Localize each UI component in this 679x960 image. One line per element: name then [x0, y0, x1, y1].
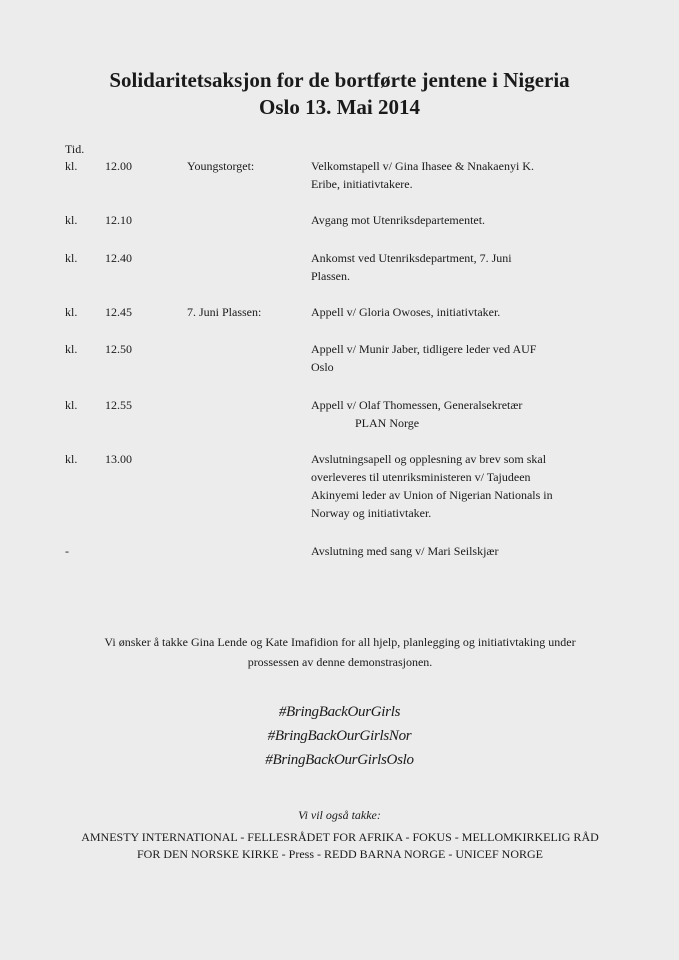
schedule-description	[311, 340, 611, 376]
thanks-line: Vi ønsker å takke Gina Lende og Kate Imafidion for all hjelp, planlegging og initiativtaking under	[104, 635, 576, 649]
also-thanks-label: Vi vil også takke:	[298, 808, 381, 822]
description-line: overleveres til utenriksministeren v/ Tajudeen	[311, 470, 531, 484]
thanks-line: prossessen av denne demonstrasjonen.	[247, 655, 433, 669]
hashtag: #BringBackOurGirls	[278, 704, 401, 720]
schedule-kl: kl.	[65, 213, 78, 227]
schedule-time: 12.55	[105, 398, 132, 412]
schedule-kl: kl.	[65, 398, 78, 412]
document-title: Solidaritetsaksjon for de bortførte jentene i Nigeria	[109, 68, 570, 92]
schedule-time: 12.50	[105, 342, 132, 356]
schedule-time: 12.00	[105, 159, 132, 173]
schedule-kl: -	[65, 544, 69, 558]
description-line: Norway og initiativtaker.	[311, 506, 432, 520]
schedule-place: Youngstorget:	[187, 159, 255, 173]
description-line: Avslutning med sang v/ Mari Seilskjær	[311, 544, 499, 558]
schedule-kl: kl.	[65, 305, 78, 319]
schedule-description	[311, 249, 611, 285]
description-line: Appell v/ Olaf Thomessen, Generalsekretær	[311, 398, 523, 412]
hashtag: #BringBackOurGirlsOslo	[265, 752, 414, 768]
description-line: Plassen.	[311, 269, 350, 283]
schedule-description	[311, 450, 611, 522]
description-line: PLAN Norge	[355, 416, 420, 430]
description-line: Velkomstapell v/ Gina Ihasee & Nnakaenyi K.	[311, 159, 534, 173]
schedule-description	[311, 211, 611, 229]
hashtag: #BringBackOurGirlsNor	[267, 728, 412, 744]
schedule-kl: kl.	[65, 251, 78, 265]
description-line: Eribe, initiativtakere.	[311, 177, 413, 191]
thanks-paragraph	[40, 632, 640, 672]
description-line: Oslo	[311, 360, 334, 374]
organizations-list	[40, 829, 640, 863]
description-line: Ankomst ved Utenriksdepartment, 7. Juni	[311, 251, 512, 265]
organizations-line: FOR DEN NORSKE KIRKE - Press - REDD BARNA NORGE - UNICEF NORGE	[136, 847, 543, 861]
description-line: Avslutningsapell og opplesning av brev som skal	[311, 452, 547, 466]
document-subtitle: Oslo 13. Mai 2014	[259, 95, 420, 119]
description-line: Avgang mot Utenriksdepartementet.	[311, 213, 486, 227]
schedule-description	[311, 542, 611, 560]
schedule-description	[311, 396, 611, 432]
schedule-kl: kl.	[65, 452, 78, 466]
schedule-description	[311, 303, 611, 321]
schedule-time: 12.10	[105, 213, 132, 227]
schedule-kl: kl.	[65, 342, 78, 356]
hashtag-list	[0, 700, 679, 772]
time-column-header: Tid.	[65, 142, 85, 156]
description-line: Appell v/ Gloria Owoses, initiativtaker.	[311, 305, 501, 319]
schedule-time: 13.00	[105, 452, 132, 466]
schedule-description	[311, 157, 611, 193]
organizations-line: AMNESTY INTERNATIONAL - FELLESRÅDET FOR AFRIKA - FOKUS - MELLOMKIRKELIG RÅD	[81, 830, 599, 844]
description-line: Akinyemi leder av Union of Nigerian Nationals in	[311, 488, 553, 502]
schedule-kl: kl.	[65, 159, 78, 173]
description-line: Appell v/ Munir Jaber, tidligere leder ved AUF	[311, 342, 537, 356]
schedule-time: 12.45	[105, 305, 132, 319]
schedule-place: 7. Juni Plassen:	[187, 305, 262, 319]
schedule-time: 12.40	[105, 251, 132, 265]
